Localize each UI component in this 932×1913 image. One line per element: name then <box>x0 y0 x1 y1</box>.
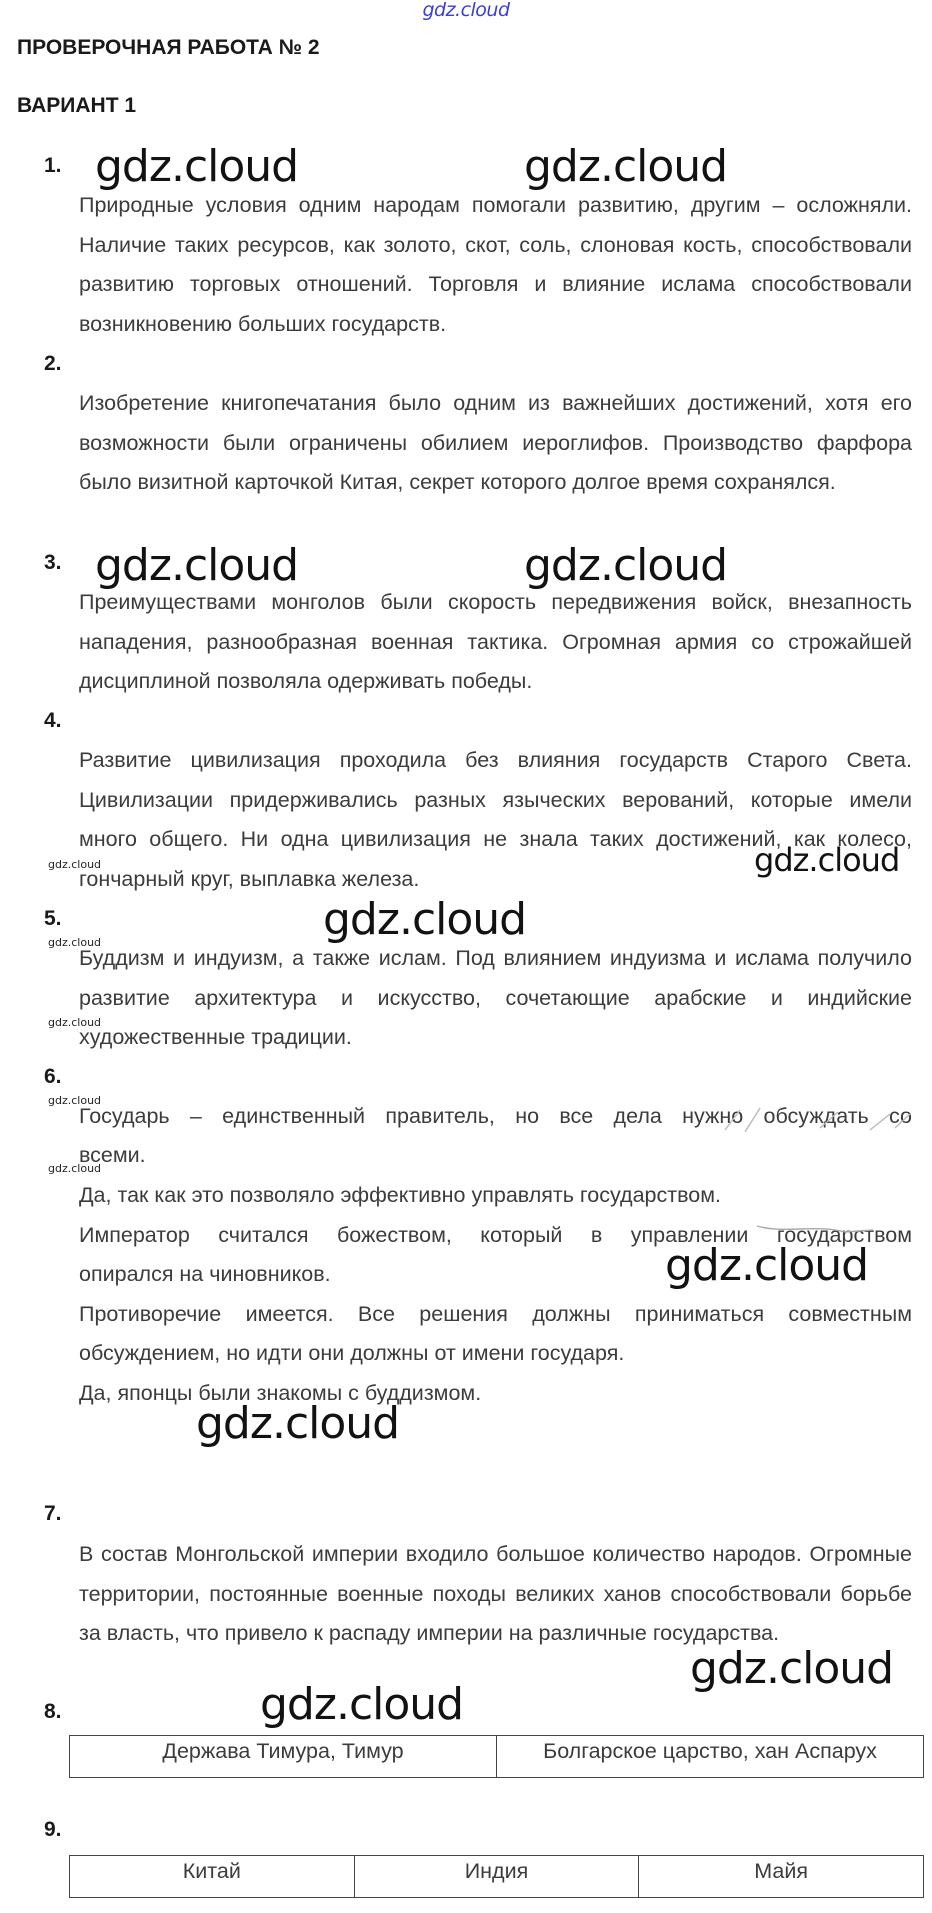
answer-3-text: Преимуществами монголов были скорость передвижения войск, внезапность нападения, разнообразная военная тактика. Огромная армия со строжайшей дисциплиной позволяла одерживать победы. <box>79 590 912 693</box>
answer-6-line: Да, так как это позволяло эффективно управлять государством. <box>79 1183 721 1207</box>
watermark: gdz.cloud <box>95 540 299 591</box>
answer-2-text: Изобретение книгопечатания было одним из важнейших достижений, хотя его возможности были ограничены обилием иероглифов. Производство фарфора было визитной карточкой Китая, секрет которого долгое время сохранялся. <box>79 391 912 494</box>
top-watermark: gdz.cloud <box>422 0 510 21</box>
watermark: gdz.cloud <box>196 1398 400 1449</box>
watermark: gdz.cloud <box>323 894 527 945</box>
question-number-4: 4. <box>44 709 62 732</box>
question-number-8: 8. <box>44 1700 62 1723</box>
answer-8-table <box>69 1735 924 1778</box>
answer-6-line: Противоречие имеется. Все решения должны приниматься совместным <box>79 1302 912 1326</box>
answer-6-line: Государь – единственный правитель, но все дела нужно обсуждать со <box>79 1104 912 1128</box>
question-number-9: 9. <box>44 1818 62 1841</box>
table-cell: Китай <box>70 1856 355 1898</box>
answer-6-line: обсуждением, но идти они должны от имени государя. <box>79 1341 625 1365</box>
question-number-5: 5. <box>44 907 62 930</box>
question-number-6: 6. <box>44 1065 62 1088</box>
watermark: gdz.cloud <box>690 1643 894 1694</box>
table-cell: Майя <box>639 1856 924 1898</box>
answer-5-text: Буддизм и индуизм, а также ислам. Под влиянием индуизма и ислама получило развитие архитектура и искусство, сочетающие арабские и индийские художественные традиции. <box>79 946 912 1049</box>
small-watermark: gdz.cloud <box>48 936 102 949</box>
watermark: gdz.cloud <box>524 141 728 192</box>
question-number-7: 7. <box>44 1502 62 1525</box>
answer-6-line: Император считался божеством, который в управлении государством <box>79 1223 912 1247</box>
question-number-2: 2. <box>44 352 62 375</box>
question-number-1: 1. <box>44 154 62 177</box>
watermark: gdz.cloud <box>524 540 728 591</box>
table-cell: Индия <box>354 1856 639 1898</box>
small-watermark: gdz.cloud <box>48 1094 102 1107</box>
answer-9-table <box>69 1855 924 1898</box>
watermark: gdz.cloud <box>665 1240 869 1291</box>
variant-heading: ВАРИАНТ 1 <box>17 94 137 117</box>
answer-4-text: Развитие цивилизация проходила без влияния государств Старого Света. Цивилизации придерживались разных языческих верований, которые имели много общего. Ни одна цивилизация не знала таких достижений, как колесо, гончарный круг, выплавка железа. <box>79 748 912 891</box>
small-watermark: gdz.cloud <box>48 858 102 871</box>
answer-6-line: опирался на чиновников. <box>79 1262 331 1286</box>
page-title: ПРОВЕРОЧНАЯ РАБОТА № 2 <box>17 36 320 59</box>
table-cell: Держава Тимура, Тимур <box>70 1736 497 1778</box>
answer-1-text: Природные условия одним народам помогали развитию, другим – осложняли. Наличие таких ресурсов, как золото, скот, соль, слоновая кость, способствовали развитию торговых отношений. Торговля и влияние ислама способствовали возникновению больших государств. <box>79 193 912 336</box>
answer-7-text: В состав Монгольской империи входило большое количество народов. Огромные территории, постоянные военные походы великих ханов способствовали борьбе за власть, что привело к распаду империи на различные государства. <box>79 1542 912 1645</box>
table-cell: Болгарское царство, хан Аспарух <box>497 1736 924 1778</box>
watermark: gdz.cloud <box>260 1679 464 1730</box>
watermark: gdz.cloud <box>754 841 900 879</box>
answer-6-line: всеми. <box>79 1143 146 1167</box>
question-number-3: 3. <box>44 551 62 574</box>
small-watermark: gdz.cloud <box>48 1016 102 1029</box>
small-watermark: gdz.cloud <box>48 1162 102 1175</box>
pencil-scribble <box>720 1100 920 1140</box>
watermark: gdz.cloud <box>95 141 299 192</box>
answer-6-line: Да, японцы были знакомы с буддизмом. <box>79 1381 482 1405</box>
